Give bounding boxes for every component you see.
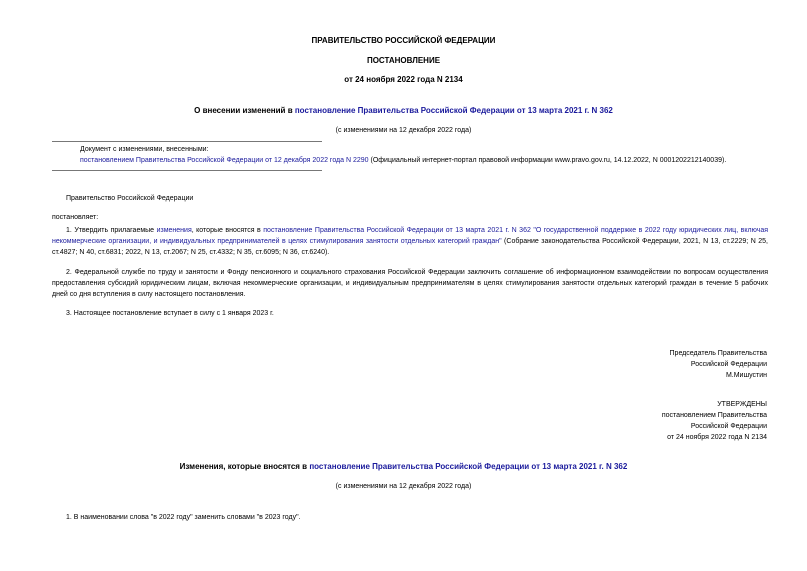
p1-link-resolution[interactable]: постановление Правительства Российской Федерации от 13 марта 2021 г. N 362 "О государственной поддержке в 2022 году юридических лиц, включая некоммерческие организации, и индивидуальных предпринимателей в целях стимулирования занятости отдельных категорий граждан" [52, 227, 768, 245]
paragraph-2: 2. Федеральной службе по труду и занятости и Фонду пенсионного и социального страхования Российской Федерации заключить соглашение об информационном взаимодействии по вопросам осуществления предоставления субсидий юридическим лицам, включая некоммерческие организации, и индивидуальным предпринимателям в целях стимулирования занятости отдельных категорий граждан в течение 5 рабочих дней со дня вступления в силу настоящего постановления. [52, 269, 768, 298]
org-heading: ПРАВИТЕЛЬСТВО РОССИЙСКОЙ ФЕДЕРАЦИИ [311, 36, 496, 45]
title-link[interactable]: постановление Правительства Российской Федерации от 13 марта 2021 г. N 362 [294, 106, 613, 115]
annex-item-1: 1. В наименовании слова "в 2022 году" заменить словами "в 2023 году". [66, 514, 301, 521]
changes-rest: (Официальный интернет-портал правовой информации www.pravo.gov.ru, 14.12.2022, N 0001202212140039). [368, 157, 727, 164]
p1-c: (Собрание законодательства Российской Федерации, 2021, N 13, ст.2229; N 25, ст.4827; N 40, ст.6831; 2022, N 13, ст.2067; N 25, ст.4332; N 35, ст.6095; N 36, ст.6240). [52, 238, 768, 256]
p1-a: 1. Утвердить прилагаемые [66, 227, 157, 234]
annex-subtitle: (с изменениями на 12 декабря 2022 года) [335, 483, 472, 490]
approved-line-4: от 24 ноября 2022 года N 2134 [667, 434, 767, 441]
signature-line-3: М.Мишустин [725, 372, 767, 379]
approved-line-2: постановлением Правительства [661, 412, 767, 419]
doc-type-heading: ПОСТАНОВЛЕНИЕ [366, 56, 441, 65]
p1-link-changes[interactable]: изменения [156, 227, 192, 234]
approved-line-1: УТВЕРЖДЕНЫ [717, 401, 767, 408]
signature-line-1: Председатель Правительства [669, 350, 767, 357]
changes-box-heading: Документ с изменениями, внесенными: [80, 146, 209, 153]
divider-top [52, 141, 322, 142]
changes-box-content [80, 155, 780, 166]
approved-block [662, 399, 767, 443]
resolves-label: постановляет: [52, 214, 99, 221]
title-subtitle: (с изменениями на 12 декабря 2022 года) [335, 127, 472, 134]
p1-b: , которые вносятся в [191, 227, 264, 234]
approved-line-3: Российской Федерации [690, 423, 767, 430]
annex-link[interactable]: постановление Правительства Российской Федерации от 13 марта 2021 г. N 362 [309, 462, 628, 471]
divider-bottom [52, 170, 322, 171]
paragraph-3: 3. Настоящее постановление вступает в силу с 1 января 2023 г. [66, 310, 274, 317]
changes-link[interactable]: постановлением Правительства Российской Федерации от 12 декабря 2022 года N 2290 [80, 157, 369, 164]
annex-prefix: Изменения, которые вносятся в [179, 462, 310, 471]
date-number: от 24 ноября 2022 года N 2134 [344, 75, 463, 84]
government-label: Правительство Российской Федерации [66, 195, 194, 202]
document-title [0, 106, 807, 115]
annex-title [0, 462, 807, 471]
signature-line-2: Российской Федерации [690, 361, 767, 368]
signature-block [670, 348, 767, 381]
changes-box [80, 144, 780, 166]
title-prefix: О внесении изменений в [194, 106, 295, 115]
paragraph-1 [52, 225, 768, 258]
